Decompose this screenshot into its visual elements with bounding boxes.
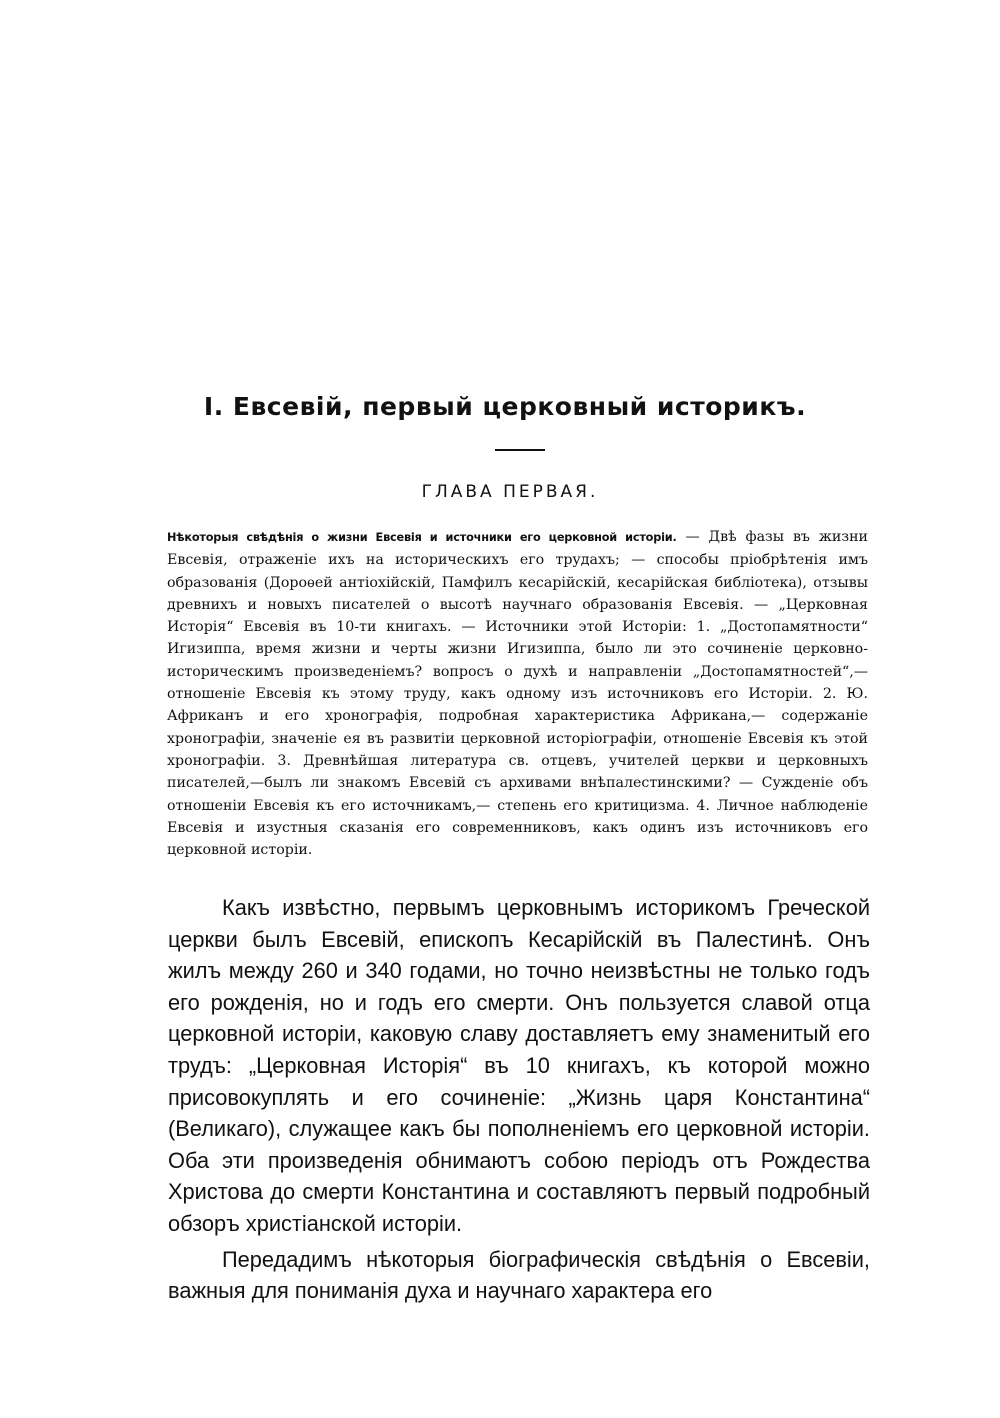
main-text: [168, 892, 870, 1307]
chapter-heading: ГЛАВА ПЕРВАЯ.: [421, 482, 599, 502]
paragraph: Передадимъ нѣкоторыя біографическія свѣдѣнія о Евсевіи, важныя для пониманія духа и научнаго характера его: [168, 1246, 870, 1304]
section-title: I. Евсевій, первый церковный историкъ.: [203, 392, 807, 421]
summary-text: — Двѣ фазы въ жизни Евсевія, отраженіе ихъ на историческихъ его трудахъ; — способы пріобрѣтенія имъ образованія (Дороѳей антіохійскій, Памфилъ кесарійскій, кесарійская библіотека), отзывы древнихъ и новыхъ писателей о высотѣ научнаго образованія Евсевія. — „Церковная Исторія“ Евсевія въ 10-ти книгахъ. — Источники этой Исторіи: 1. „Достопамятности“ Игизиппа, время жизни и черты жизни Игизиппа, было ли это сочиненіе церковно-историческимъ произведеніемъ? вопросъ о духѣ и направленіи „Достопамятностей“,— отношеніе Евсевія къ этому труду, какъ одному изъ источниковъ его Исторіи. 2. Ю. Африканъ и его хронографія, подробная характеристика Африкана,— содержаніе хронографіи, значеніе ея въ развитіи церковной исторіографіи, отношеніе Евсевія къ этой хронографіи. 3. Древнѣйшая литература св. отцевъ, учителей церкви и церковныхъ писателей,—былъ ли знакомъ Евсевій съ архивами внѣпалестинскими? — Сужденіе объ отношеніи Евсевія къ его источникамъ,— степень его критицизма. 4. Личное наблюденіе Евсевія и изустныя сказанія его современниковъ, какъ одинъ изъ источниковъ его церковной исторіи.: [167, 529, 868, 859]
chapter-summary: [167, 526, 868, 861]
title-divider: [495, 449, 545, 451]
summary-lead: Нѣкоторыя свѣдѣнія о жизни Евсевія и источники его церковной исторіи.: [167, 531, 677, 544]
paragraph: Какъ извѣстно, первымъ церковнымъ историкомъ Греческой церкви былъ Евсевій, епископъ Кесарійскій въ Палестинѣ. Онъ жилъ между 260 и 340 годами, но точно неизвѣстны не только годъ его рожденія, но и годъ его смерти. Онъ пользуется славой отца церковной исторіи, каковую славу доставляетъ ему знаменитый его трудъ: „Церковная Исторія“ въ 10 книгахъ, къ которой можно присовокуплять и его сочиненіе: „Жизнь царя Константина“ (Великаго), служащее какъ бы пополненіемъ его церковной исторіи. Оба эти произведенія обнимаютъ собою періодъ отъ Рождества Христова до смерти Константина и составляютъ первый подробный обзоръ христіанской исторіи.: [168, 895, 870, 1236]
